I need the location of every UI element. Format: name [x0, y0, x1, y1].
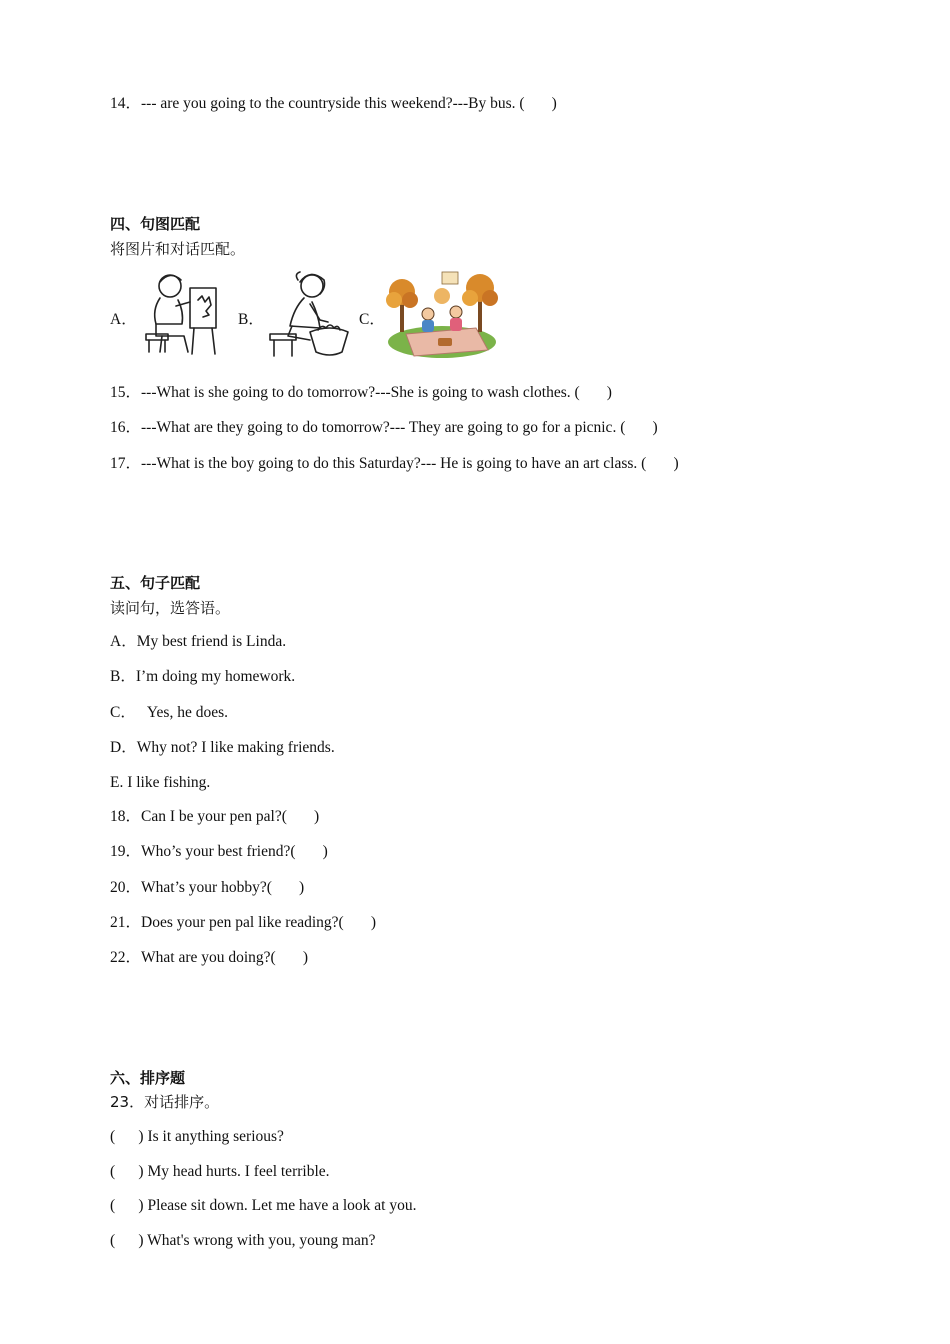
question-22: 22．What are you doing?( ) — [110, 949, 308, 966]
option-e: E. I like fishing. — [110, 774, 211, 791]
order-item-3: ( ) Please sit down. Let me have a look at you. — [110, 1197, 417, 1214]
picture-label-c: C． — [359, 311, 385, 328]
picnic-image — [384, 266, 500, 362]
question-17: 17．---What is the boy going to do this Saturday?--- He is going to have an art class. ( ) — [110, 455, 679, 472]
girl-washing-clothes-image — [266, 270, 352, 360]
section-6-title: 六、排序题 — [110, 1069, 186, 1087]
question-14: 14．--- are you going to the countryside this weekend?---By bus. ( ) — [110, 95, 557, 112]
section-5-instruction: 读问句，选答语。 — [110, 599, 231, 617]
option-a: A．My best friend is Linda. — [110, 633, 287, 650]
option-c: C． Yes, he does. — [110, 704, 228, 721]
order-item-2: ( ) My head hurts. I feel terrible. — [110, 1163, 330, 1180]
picture-label-a: A． — [110, 311, 137, 328]
section-4-instruction: 将图片和对话匹配。 — [110, 240, 246, 258]
question-18: 18．Can I be your pen pal?( ) — [110, 808, 320, 825]
question-16: 16．---What are they going to do tomorrow?--- They are going to go for a picnic. ( ) — [110, 419, 658, 436]
section-4-title: 四、句图匹配 — [110, 215, 201, 233]
order-item-4: ( ) What's wrong with you, young man? — [110, 1232, 376, 1249]
picture-label-b: B． — [238, 311, 264, 328]
order-item-1: ( ) Is it anything serious? — [110, 1128, 284, 1145]
question-19: 19．Who’s your best friend?( ) — [110, 843, 328, 860]
boy-painting-image — [140, 270, 222, 356]
option-d: D．Why not? I like making friends. — [110, 739, 335, 756]
question-20: 20．What’s your hobby?( ) — [110, 879, 305, 896]
question-23-instruction: 23．对话排序。 — [110, 1093, 220, 1111]
question-21: 21．Does your pen pal like reading?( ) — [110, 914, 377, 931]
option-b: B．I’m doing my homework. — [110, 668, 296, 685]
section-5-title: 五、句子匹配 — [110, 574, 201, 592]
question-15: 15．---What is she going to do tomorrow?---She is going to wash clothes. ( ) — [110, 384, 612, 401]
